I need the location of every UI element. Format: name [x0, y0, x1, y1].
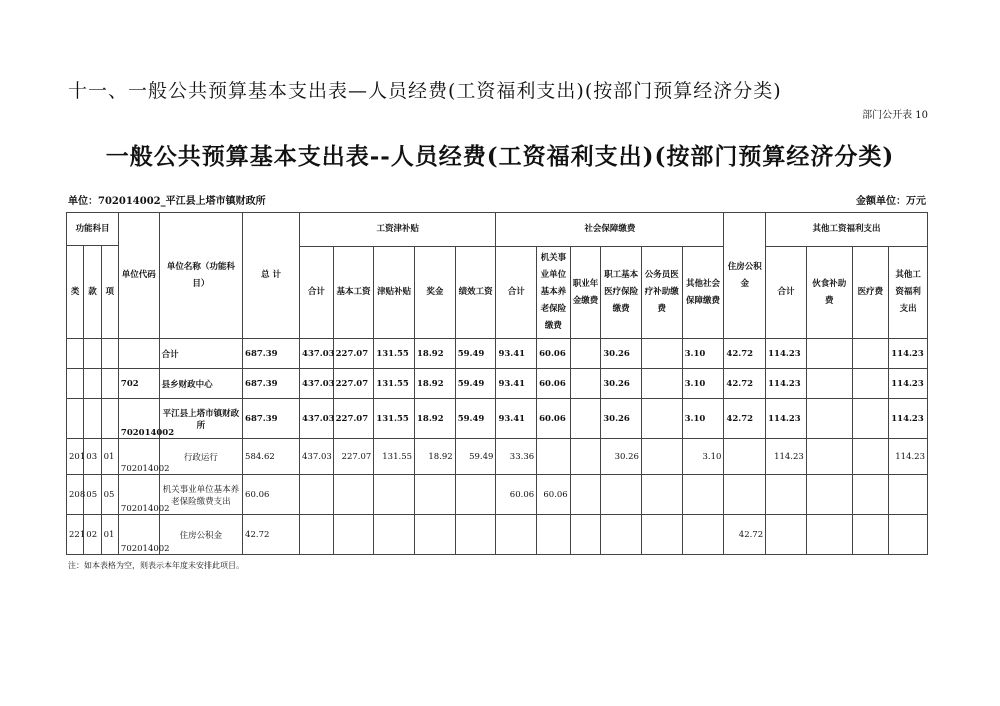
cell-w-bonus: [415, 515, 456, 555]
cell-name: 机关事业单位基本养老保险缴费支出: [159, 475, 242, 515]
cell-w-basic: [333, 475, 374, 515]
header-civil-servant-medical: 公务员医疗补助缴费: [641, 247, 682, 339]
header-func-subject: 功能科目: [67, 213, 119, 246]
cell-name: 平江县上塔市镇财政所: [159, 399, 242, 439]
cell-s-civil: [641, 439, 682, 475]
footnote: 注：如本表格为空，则表示本年度未安排此项目。: [68, 561, 244, 570]
cell-o-med: [852, 475, 889, 515]
cell-o-other: [889, 475, 928, 515]
cell-s-pension: [537, 515, 571, 555]
cell-o-total: 114.23: [766, 339, 807, 369]
cell-w-bonus: 18.92: [415, 339, 456, 369]
cell-s-medical: 30.26: [601, 369, 642, 399]
header-performance-pay: 绩效工资: [455, 247, 496, 339]
cell-s-annuity: [570, 399, 601, 439]
cell-total: 42.72: [243, 515, 300, 555]
page-title: 一般公共预算基本支出表--人员经费(工资福利支出)(按部门预算经济分类): [105, 143, 895, 170]
cell-s-pension: 60.06: [537, 369, 571, 399]
cell-w-basic: 227.07: [333, 339, 374, 369]
cell-s-medical: 30.26: [601, 339, 642, 369]
cell-o-other: 114.23: [889, 339, 928, 369]
cell-s-annuity: [570, 369, 601, 399]
header-pension: 机关事业单位基本养老保险缴费: [537, 247, 571, 339]
cell-w-basic: 227.07: [333, 369, 374, 399]
table-row: [67, 475, 928, 515]
cell-w-allow: [374, 515, 415, 555]
header-xiang: 项: [101, 246, 118, 339]
cell-w-allow: 131.55: [374, 399, 415, 439]
cell-s-medical: [601, 475, 642, 515]
header-basic-wage: 基本工资: [333, 247, 374, 339]
cell-w-total: [300, 515, 334, 555]
cell-code: 702014002: [118, 399, 159, 439]
cell-name: 县乡财政中心: [159, 369, 242, 399]
cell-s-civil: [641, 475, 682, 515]
cell-code: 702014002: [118, 439, 159, 475]
cell-s-annuity: [570, 439, 601, 475]
cell-o-total: 114.23: [766, 439, 807, 475]
header-allowance: 津贴补贴: [374, 247, 415, 339]
form-number: 部门公开表 10: [862, 110, 928, 121]
cell-o-total: 114.23: [766, 399, 807, 439]
table-row: [67, 369, 928, 399]
cell-w-perf: 59.49: [455, 399, 496, 439]
budget-table: [66, 212, 928, 555]
cell-o-med: [852, 339, 889, 369]
cell-w-allow: 131.55: [374, 439, 415, 475]
cell-s-other: 3.10: [682, 369, 724, 399]
cell-w-perf: [455, 515, 496, 555]
header-lei: 类: [67, 246, 84, 339]
cell-lei: 201: [67, 439, 84, 475]
cell-s-civil: [641, 339, 682, 369]
cell-o-other: 114.23: [889, 399, 928, 439]
cell-lei: [67, 339, 84, 369]
header-other-welfare: 其他工资福利支出: [889, 247, 928, 339]
cell-xiang: 05: [101, 475, 118, 515]
cell-w-basic: 227.07: [333, 399, 374, 439]
cell-s-civil: [641, 369, 682, 399]
header-unit-code: 单位代码: [118, 213, 159, 339]
cell-s-civil: [641, 515, 682, 555]
cell-w-perf: [455, 475, 496, 515]
cell-o-meal: [806, 339, 852, 369]
cell-s-other: 3.10: [682, 399, 724, 439]
cell-w-bonus: [415, 475, 456, 515]
cell-lei: 221: [67, 515, 84, 555]
cell-s-medical: 30.26: [601, 439, 642, 475]
header-other-group: 其他工资福利支出: [766, 213, 928, 247]
cell-housing: [724, 475, 766, 515]
cell-s-annuity: [570, 339, 601, 369]
cell-lei: [67, 399, 84, 439]
cell-s-other: [682, 475, 724, 515]
header-other-total: 合计: [766, 247, 807, 339]
cell-w-allow: 131.55: [374, 339, 415, 369]
cell-o-total: 114.23: [766, 369, 807, 399]
cell-w-basic: 227.07: [333, 439, 374, 475]
cell-w-total: 437.03: [300, 339, 334, 369]
cell-w-perf: 59.49: [455, 339, 496, 369]
cell-xiang: [101, 399, 118, 439]
header-wage-total: 合计: [300, 247, 334, 339]
cell-w-total: 437.03: [300, 369, 334, 399]
cell-code: 702: [118, 369, 159, 399]
cell-o-other: 114.23: [889, 439, 928, 475]
cell-o-meal: [806, 515, 852, 555]
table-row: [67, 339, 928, 369]
cell-s-other: 3.10: [682, 339, 724, 369]
cell-xiang: 01: [101, 515, 118, 555]
cell-s-annuity: [570, 475, 601, 515]
cell-housing: 42.72: [724, 369, 766, 399]
cell-w-bonus: 18.92: [415, 399, 456, 439]
header-annuity: 职业年金缴费: [570, 247, 601, 339]
cell-lei: 208: [67, 475, 84, 515]
cell-s-annuity: [570, 515, 601, 555]
cell-s-total: [496, 515, 537, 555]
cell-housing: 42.72: [724, 339, 766, 369]
money-unit-label: 金额单位：万元: [856, 196, 926, 207]
cell-s-pension: [537, 439, 571, 475]
cell-o-meal: [806, 439, 852, 475]
cell-total: 687.39: [243, 369, 300, 399]
table-row: [67, 515, 928, 555]
cell-s-pension: 60.06: [537, 475, 571, 515]
cell-w-allow: [374, 475, 415, 515]
cell-o-meal: [806, 475, 852, 515]
cell-housing: 42.72: [724, 515, 766, 555]
cell-w-basic: [333, 515, 374, 555]
header-row-1: [67, 213, 928, 246]
header-wage-group: 工资津补贴: [300, 213, 496, 247]
cell-xiang: 01: [101, 439, 118, 475]
cell-o-meal: [806, 369, 852, 399]
cell-total: 687.39: [243, 339, 300, 369]
header-unit-name: 单位名称（功能科目）: [159, 213, 242, 339]
cell-housing: [724, 439, 766, 475]
header-medical-insurance: 职工基本医疗保险缴费: [601, 247, 642, 339]
cell-s-total: 93.41: [496, 399, 537, 439]
cell-s-total: 93.41: [496, 369, 537, 399]
cell-housing: 42.72: [724, 399, 766, 439]
header-meal-subsidy: 伙食补助费: [806, 247, 852, 339]
cell-kuan: [84, 369, 101, 399]
cell-lei: [67, 369, 84, 399]
cell-o-med: [852, 399, 889, 439]
cell-o-total: [766, 515, 807, 555]
cell-o-other: [889, 515, 928, 555]
cell-w-perf: 59.49: [455, 439, 496, 475]
cell-w-perf: 59.49: [455, 369, 496, 399]
header-medical-fee: 医疗费: [852, 247, 889, 339]
header-social-total: 合计: [496, 247, 537, 339]
table-row: [67, 439, 928, 475]
cell-s-pension: 60.06: [537, 339, 571, 369]
cell-o-other: 114.23: [889, 369, 928, 399]
cell-kuan: [84, 399, 101, 439]
cell-s-pension: 60.06: [537, 399, 571, 439]
cell-s-total: 33.36: [496, 439, 537, 475]
cell-w-bonus: 18.92: [415, 439, 456, 475]
cell-s-medical: 30.26: [601, 399, 642, 439]
header-housing-fund: 住房公积金: [724, 213, 766, 339]
header-total: 总 计: [243, 213, 300, 339]
header-social-group: 社会保障缴费: [496, 213, 724, 247]
unit-label: 单位：702014002_平江县上塔市镇财政所: [68, 196, 266, 207]
cell-total: 60.06: [243, 475, 300, 515]
cell-w-bonus: 18.92: [415, 369, 456, 399]
cell-o-med: [852, 369, 889, 399]
cell-code: 702014002: [118, 515, 159, 555]
cell-kuan: 05: [84, 475, 101, 515]
header-bonus: 奖金: [415, 247, 456, 339]
cell-s-total: 60.06: [496, 475, 537, 515]
cell-total: 687.39: [243, 399, 300, 439]
cell-w-total: 437.03: [300, 399, 334, 439]
cell-s-other: [682, 515, 724, 555]
cell-kuan: 03: [84, 439, 101, 475]
cell-name: 行政运行: [159, 439, 242, 475]
cell-o-med: [852, 439, 889, 475]
cell-total: 584.62: [243, 439, 300, 475]
cell-s-civil: [641, 399, 682, 439]
cell-o-total: [766, 475, 807, 515]
cell-code: 702014002: [118, 475, 159, 515]
cell-s-other: 3.10: [682, 439, 724, 475]
cell-code: [118, 339, 159, 369]
cell-name: 合计: [159, 339, 242, 369]
cell-o-meal: [806, 399, 852, 439]
cell-s-medical: [601, 515, 642, 555]
cell-o-med: [852, 515, 889, 555]
header-other-social: 其他社会保障缴费: [682, 247, 724, 339]
cell-w-total: [300, 475, 334, 515]
section-title: 十一、一般公共预算基本支出表—人员经费(工资福利支出)(按部门预算经济分类): [68, 80, 782, 102]
header-kuan: 款: [84, 246, 101, 339]
cell-w-total: 437.03: [300, 439, 334, 475]
cell-kuan: [84, 339, 101, 369]
cell-kuan: 02: [84, 515, 101, 555]
cell-xiang: [101, 369, 118, 399]
table-row: [67, 399, 928, 439]
cell-xiang: [101, 339, 118, 369]
cell-name: 住房公积金: [159, 515, 242, 555]
cell-s-total: 93.41: [496, 339, 537, 369]
cell-w-allow: 131.55: [374, 369, 415, 399]
